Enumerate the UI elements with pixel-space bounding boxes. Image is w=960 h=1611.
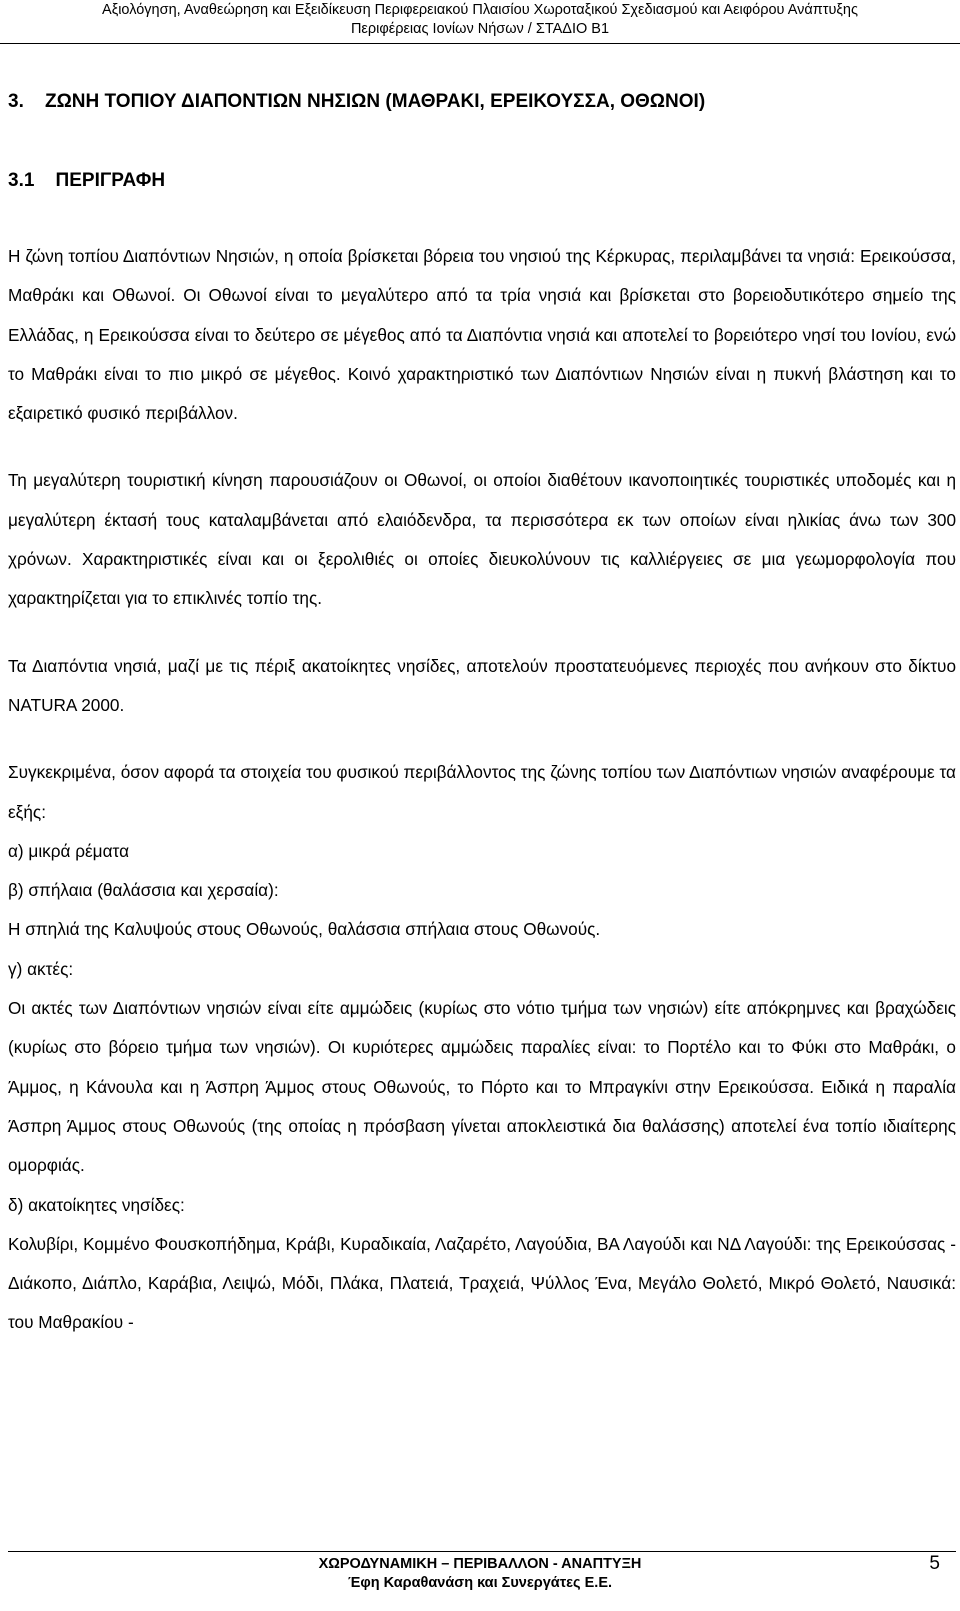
paragraph-description: Η ζώνη τοπίου Διαπόντιων Νησιών, η οποία βρίσκεται βόρεια του νησιού της Κέρκυρας, περιλαμβάνει τα νησιά: Ερεικούσσα, Μαθράκι και Οθωνοί. Οι Οθωνοί είναι το μεγαλύτερο από τα τρία νησιά και βρίσκεται στο βορειοδυτικότερο σημείο της Ελλάδας, η Ερεικούσσα είναι το δεύτερο σε μέγεθος από τα Διαπόντια νησιά και αποτελεί το βορειότερο νησί του Ιονίου, ενώ το Μαθράκι είναι το πιο μικρό σε μέγεθος. Κοινό χαρακτηριστικό των Διαπόντιων Νησιών είναι η πυκνή βλάστηση και το εξαιρετικό φυσικό περιβάλλον.: [8, 246, 956, 424]
header-line-2: Περιφέρειας Ιονίων Νήσων / ΣΤΑΔΙΟ Β1: [350, 21, 610, 37]
list-item-beaches-text: Οι ακτές των Διαπόντιων νησιών είναι είτε αμμώδεις (κυρίως στο νότιο τμήμα των νησιών) είτε απόκρημνες και βραχώδεις (κυρίως στο βόρειο τμήμα των νησιών). Οι κυριότερες αμμώδεις παραλίες είναι: το Πορτέλο και το Φύκι στο Μαθράκι, ο Άμμος, η Κάνουλα και η Άσπρη Άμμος στους Οθωνούς, το Πόρτο και το Μπραγκίνι στην Ερεικούσσα. Ειδικά η παραλία Άσπρη Άμμος στους Οθωνούς (της οποίας η πρόσβαση γίνεται αποκλειστικά δια θαλάσσης) αποτελεί ένα τοπίο ιδιαίτερης ομορφιάς.: [8, 998, 956, 1176]
paragraph-intro: Συγκεκριμένα, όσον αφορά τα στοιχεία του φυσικού περιβάλλοντος της ζώνης τοπίου των Διαπόντιων νησιών αναφέρουμε τα εξής:: [8, 762, 956, 822]
paragraph-natura: Τα Διαπόντια νησιά, μαζί με τις πέριξ ακατοίκητες νησίδες, αποτελούν προστατευόμενες περιοχές που ανήκουν στο δίκτυο NATURA 2000.: [8, 655, 956, 715]
list-item-islets-text: Κολυβίρι, Κομμένο Φουσκοπήδημα, Κράβι, Κυραδικαία, Λαζαρέτο, Λαγούδια, ΒΑ Λαγούδι και ΝΔ Λαγούδι: της Ερεικούσσας - Διάκοπο, Διάπλο, Καράβια, Λειψώ, Μόδι, Πλάκα, Πλατειά, Τραχειά, Ψύλλος Ένα, Μεγάλο Θολετό, Μικρό Θολετό, Ναυσικά: του Μαθρακίου -: [8, 1233, 956, 1333]
page-number: 5: [929, 1553, 940, 1574]
list-item-streams: α) μικρά ρέματα: [8, 840, 130, 861]
list-item-caves-text: Η σπηλιά της Καλυψούς στους Οθωνούς, θαλάσσια σπήλαια στους Οθωνούς.: [8, 919, 601, 940]
footer-credits: [0, 1555, 960, 1593]
header-line-1: Αξιολόγηση, Αναθεώρηση και Εξειδίκευση Περιφερειακού Πλαισίου Χωροταξικού Σχεδιασμού και Αειφόρου Ανάπτυξης: [102, 2, 858, 18]
section-subtitle: 3.1 ΠΕΡΙΓΡΑΦΗ: [8, 170, 166, 191]
running-header: [0, 0, 960, 44]
footer-line-1: ΧΩΡΟΔΥΝΑΜΙΚΗ – ΠΕΡΙΒΑΛΛΟΝ - ΑΝΑΠΤΥΞΗ: [318, 1556, 642, 1572]
footer-divider: [8, 1551, 956, 1552]
footer-line-2: Έφη Καραθανάση και Συνεργάτες Ε.Ε.: [347, 1575, 613, 1591]
paragraph-tourism: Τη μεγαλύτερη τουριστική κίνηση παρουσιάζουν οι Οθωνοί, οι οποίοι διαθέτουν ικανοποιητικές τουριστικές υποδομές και η μεγαλύτερη έκτασή τους καταλαμβάνεται από ελαιόδενδρα, τα περισσότερα εκ των οποίων είναι ηλικίας άνω των 300 χρόνων. Χαρακτηριστικές είναι και οι ξερολιθιές οι οποίες διευκολύνουν τις καλλιέργειες σε μια γεωμορφολογία που χαρακτηρίζεται για το επικλινές τοπίο της.: [8, 470, 956, 609]
document-body: [8, 90, 956, 1343]
list-item-caves: β) σπήλαια (θαλάσσια και χερσαία):: [8, 880, 279, 901]
list-item-beaches: γ) ακτές:: [8, 958, 74, 979]
list-item-islets: δ) ακατοίκητες νησίδες:: [8, 1194, 185, 1215]
section-title: 3. ΖΩΝΗ ΤΟΠΙΟΥ ΔΙΑΠΟΝΤΙΩΝ ΝΗΣΙΩΝ (ΜΑΘΡΑΚΙ, ΕΡΕΙΚΟΥΣΣΑ, ΟΘΩΝΟΙ): [8, 91, 706, 112]
natural-environment-list: [8, 753, 956, 1342]
